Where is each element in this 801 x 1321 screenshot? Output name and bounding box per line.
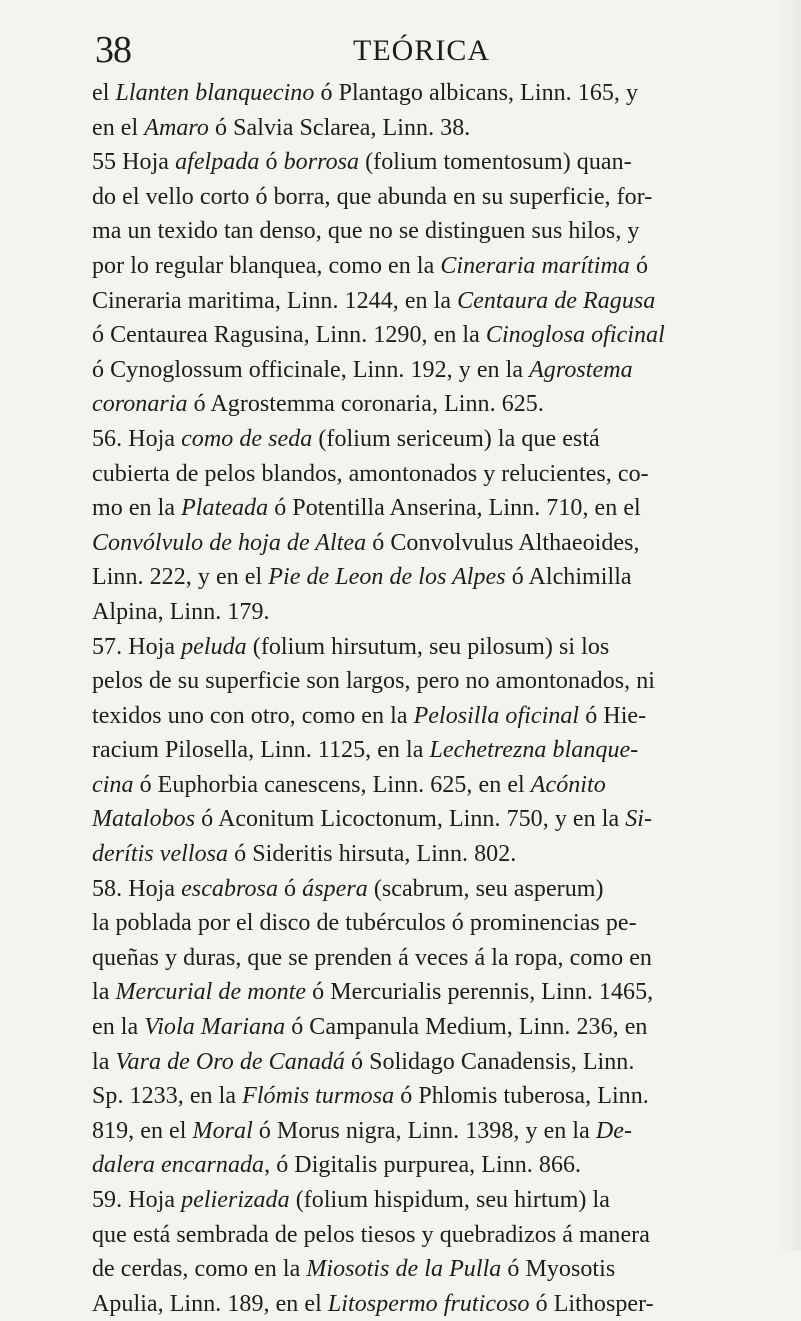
text-line: [92, 941, 782, 976]
text-line: [92, 526, 782, 561]
italic-term: Cineraria marítima: [440, 252, 630, 279]
text-segment: (folium tomentosum) quan-: [359, 149, 632, 176]
text-segment: (scabrum, seu asperum): [367, 875, 604, 902]
text-segment: mo en la: [92, 495, 182, 522]
running-head: TEÓRICA: [353, 34, 490, 67]
text-line: [92, 422, 782, 457]
italic-term: cina: [92, 771, 134, 798]
text-line: [92, 214, 782, 249]
italic-term: Miosotis de la Pulla: [306, 1256, 502, 1283]
text-segment: 819, en el: [92, 1117, 193, 1144]
text-segment: 58. Hoja: [92, 875, 182, 902]
text-line: [92, 975, 782, 1010]
italic-term: Viola Mariana: [144, 1014, 286, 1041]
italic-term: Pelosilla oficinal: [413, 702, 580, 729]
italic-term: borrosa: [283, 149, 360, 176]
text-line: [92, 872, 782, 907]
italic-term: derítis vellosa: [92, 841, 229, 868]
text-segment: Alpina, Linn. 179.: [92, 598, 270, 625]
text-line: [92, 318, 782, 353]
text-segment: ó Convolvulus Althaeoides,: [366, 529, 640, 556]
text-line: [92, 1252, 782, 1287]
italic-term: áspera: [302, 875, 368, 902]
text-segment: ó Campanula Medium, Linn. 236, en: [285, 1014, 648, 1041]
italic-term: Vara de Oro de Canadá: [115, 1048, 345, 1075]
text-segment: ó: [259, 149, 284, 176]
text-line: [92, 837, 782, 872]
text-segment: , ó Digitalis purpurea, Linn. 866.: [264, 1152, 582, 1179]
text-segment: ma un texido tan denso, que no se distinguen sus hilos, y: [92, 218, 640, 245]
text-segment: ó Alchimilla: [505, 564, 632, 591]
text-segment: ó Cynoglossum officinale, Linn. 192, y en la: [92, 356, 530, 383]
text-segment: Cineraria maritima, Linn. 1244, en la: [92, 287, 458, 314]
text-segment: la: [92, 1048, 116, 1075]
text-line: [92, 111, 782, 146]
text-line: [92, 630, 782, 665]
italic-term: afelpada: [175, 149, 260, 176]
italic-term: pelierizada: [181, 1187, 290, 1213]
italic-term: escabrosa: [181, 875, 278, 902]
text-line: [92, 249, 782, 284]
text-line: [92, 387, 782, 422]
text-line: [92, 560, 782, 595]
text-segment: ó Agrostemma coronaria, Linn. 625.: [187, 391, 544, 418]
text-line: [92, 699, 782, 734]
text-segment: ó Solidago Canadensis, Linn.: [344, 1048, 635, 1075]
italic-term: Cinoglosa oficinal: [485, 322, 665, 349]
text-segment: ó: [278, 875, 303, 902]
text-segment: ó Potentilla Anserina, Linn. 710, en el: [268, 495, 641, 522]
text-segment: queñas y duras, que se prenden á veces á la ropa, como en: [92, 944, 652, 971]
text-segment: de cerdas, como en la: [92, 1256, 307, 1283]
text-segment: ó Hie-: [579, 702, 647, 729]
italic-term: peluda: [181, 633, 247, 660]
text-segment: ó Centaurea Ragusina, Linn. 1290, en la: [92, 322, 486, 349]
text-line: [92, 802, 782, 837]
text-line: [92, 733, 782, 768]
italic-term: Pie de Leon de los Alpes: [268, 564, 506, 591]
text-segment: ó Mercurialis perennis, Linn. 1465,: [306, 979, 654, 1006]
italic-term: Amaro: [144, 114, 209, 141]
page-header: [95, 28, 695, 74]
text-line: [92, 595, 782, 630]
page-edge-shadow: [775, 0, 801, 1251]
text-segment: racium Pilosella, Linn. 1125, en la: [92, 737, 430, 764]
text-segment: la: [92, 979, 116, 1006]
text-segment: ó Plantago albicans, Linn. 165, y: [314, 80, 639, 106]
text-segment: ó Phlomis tuberosa, Linn.: [394, 1083, 649, 1110]
text-line: [92, 768, 782, 803]
text-segment: (folium hirsutum, seu pilosum) si los: [246, 633, 610, 660]
text-segment: Linn. 222, y en el: [92, 564, 269, 591]
text-line: [92, 284, 782, 319]
text-segment: ó Sideritis hirsuta, Linn. 802.: [228, 841, 517, 868]
text-line: [92, 76, 782, 111]
text-line: [92, 1079, 782, 1114]
text-line: [92, 491, 782, 526]
text-line: [92, 1148, 782, 1183]
text-line: [92, 353, 782, 388]
text-segment: Apulia, Linn. 189, en el: [92, 1290, 328, 1317]
italic-term: coronaria: [92, 391, 188, 418]
text-segment: ó Myosotis: [501, 1256, 616, 1283]
text-segment: ó Aconitum Licoctonum, Linn. 750, y en la: [195, 806, 626, 833]
italic-term: Matalobos: [92, 806, 196, 833]
italic-term: dalera encarnada: [92, 1152, 265, 1179]
text-segment: el: [92, 80, 116, 106]
text-segment: en el: [92, 114, 145, 141]
text-line: [92, 1183, 782, 1218]
text-segment: do el vello corto ó borra, que abunda en su superficie, for-: [92, 183, 653, 210]
text-segment: cubierta de pelos blandos, amontonados y relucientes, co-: [92, 460, 649, 487]
text-line: [92, 906, 782, 941]
text-segment: texidos uno con otro, como en la: [92, 702, 414, 729]
text-segment: que está sembrada de pelos tiesos y quebradizos á manera: [92, 1221, 650, 1248]
text-segment: (folium sericeum) la que está: [312, 425, 600, 452]
text-segment: ó Lithosper-: [529, 1290, 654, 1317]
text-segment: ó: [629, 252, 649, 279]
body-text: [92, 76, 782, 1321]
text-segment: (folium hispidum, seu hirtum) la: [289, 1187, 610, 1213]
text-segment: 57. Hoja: [92, 633, 182, 660]
italic-term: Flómis turmosa: [242, 1083, 395, 1110]
text-segment: ó Salvia Sclarea, Linn. 38.: [208, 114, 471, 141]
page-number: 38: [95, 29, 131, 71]
italic-term: Acónito: [530, 771, 606, 798]
italic-term: Convólvulo de hoja de Altea: [92, 529, 367, 556]
italic-term: Llanten blanquecino: [115, 80, 315, 106]
text-segment: en la: [92, 1014, 145, 1041]
italic-term: Litospermo fruticoso: [327, 1290, 530, 1317]
text-line: [92, 1010, 782, 1045]
text-segment: la poblada por el disco de tubérculos ó prominencias pe-: [92, 910, 637, 937]
text-segment: pelos de su superficie son largos, pero no amontonados, ni: [92, 668, 656, 695]
text-segment: Sp. 1233, en la: [92, 1083, 243, 1110]
text-segment: 55 Hoja: [92, 149, 176, 176]
text-line: [92, 1045, 782, 1080]
text-segment: 59. Hoja: [92, 1187, 182, 1213]
text-line: [92, 457, 782, 492]
italic-term: Centaura de Ragusa: [457, 287, 656, 314]
italic-term: Agrostema: [529, 356, 633, 383]
text-segment: ó Euphorbia canescens, Linn. 625, en el: [133, 771, 531, 798]
italic-term: Mercurial de monte: [115, 979, 307, 1006]
italic-term: Si-: [625, 806, 653, 833]
text-line: [92, 145, 782, 180]
italic-term: De-: [595, 1117, 633, 1144]
italic-term: Plateada: [181, 495, 269, 522]
text-line: [92, 664, 782, 699]
text-segment: 56. Hoja: [92, 425, 182, 452]
text-line: [92, 1287, 782, 1321]
text-line: [92, 180, 782, 215]
italic-term: Lechetrezna blanque-: [429, 737, 639, 764]
italic-term: como de seda: [181, 425, 313, 452]
text-segment: por lo regular blanquea, como en la: [92, 252, 441, 279]
text-line: [92, 1218, 782, 1253]
italic-term: Moral: [192, 1117, 253, 1144]
text-segment: ó Morus nigra, Linn. 1398, y en la: [252, 1117, 596, 1144]
text-line: [92, 1114, 782, 1149]
